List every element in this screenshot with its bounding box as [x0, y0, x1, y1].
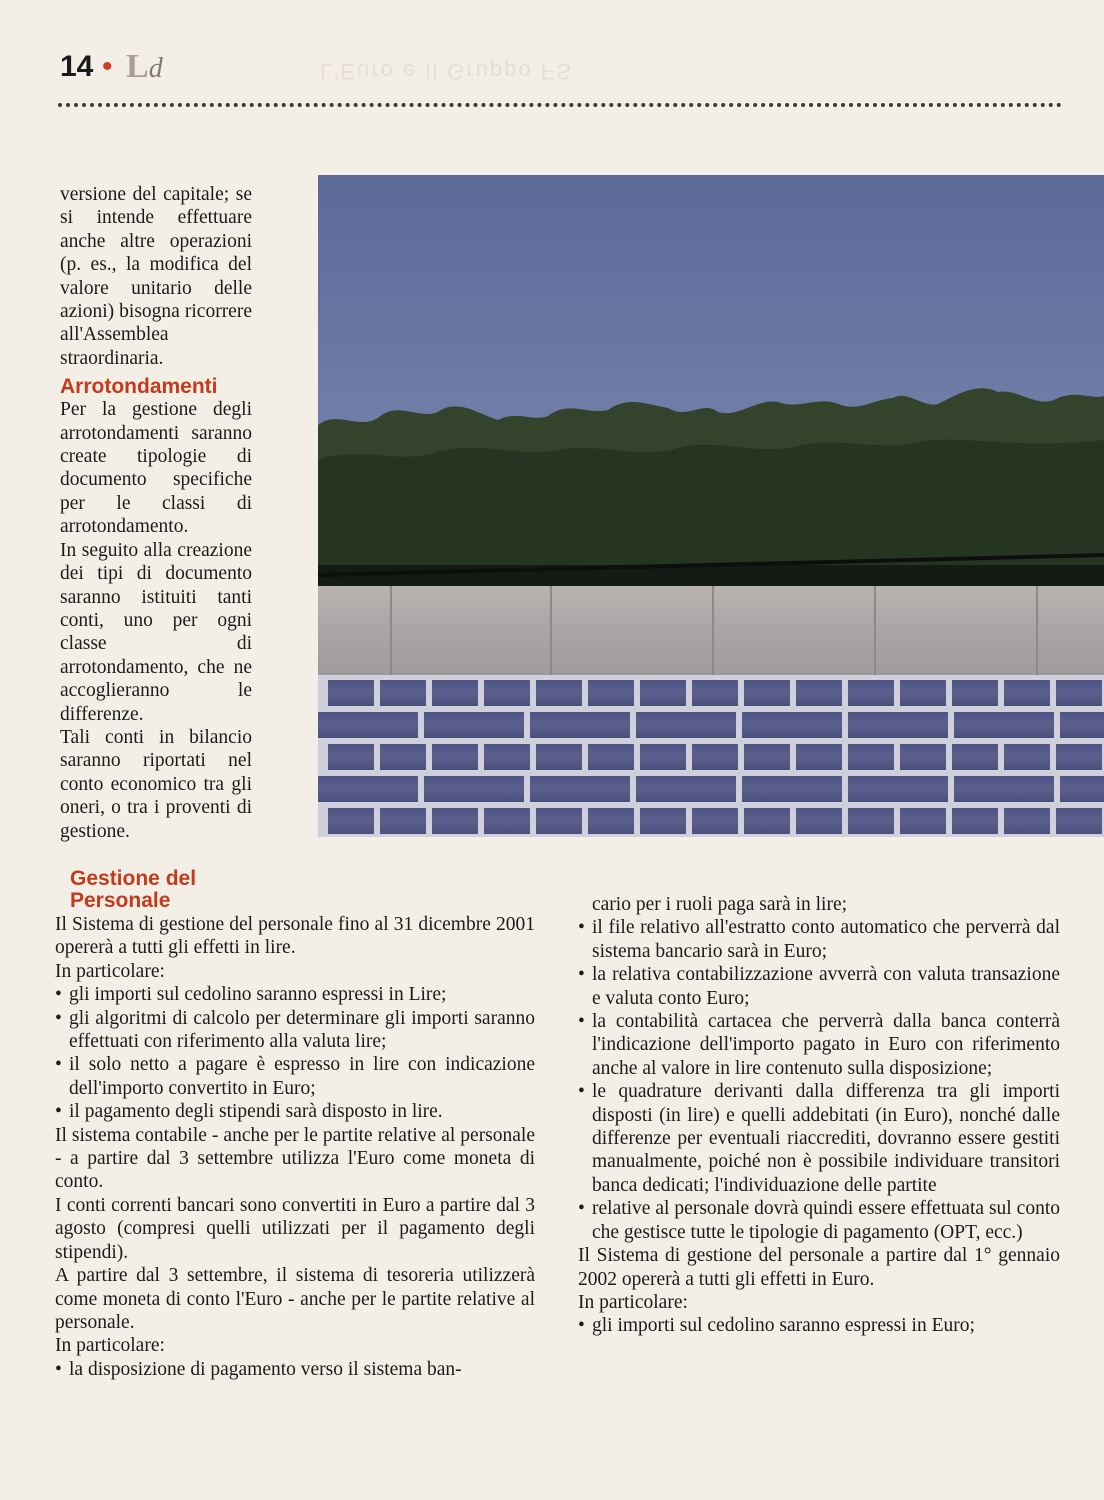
list-item: • le quadrature derivanti dalla differenza tra gli importi disposti (in lire) e quelli addebitati (in Euro), nonché dalle differenze per eventuali riaccrediti, dovranno essere gestiti manualmente, poiché non è possibile individuare transitori banca dedicati; l'individuazione delle partite — [578, 1080, 1060, 1197]
paragraph: Per la gestione degli arrotondamenti saranno create tipologie di documento specifiche per le classi di arrotondamento. — [60, 399, 252, 538]
paragraph: Il Sistema di gestione del personale a partire dal 1° gennaio 2002 opererà a tutti gli effetti in Euro. — [578, 1245, 1060, 1290]
list-item: • la disposizione di pagamento verso il sistema ban- — [55, 1358, 535, 1381]
dotted-divider — [58, 103, 1062, 107]
paragraph: In seguito alla creazione dei tipi di documento saranno istituiti tanti conti, uno per ogni classe di arrotondamento, che ne accoglieranno le differenze. — [60, 539, 252, 725]
list-item: • relative al personale dovrà quindi essere effettuata sul conto che gestisce tutte le tipologie di pagamento (OPT, ecc.) — [578, 1197, 1060, 1244]
list-item: • il file relativo all'estratto conto automatico che perverrà dal sistema bancario sarà in Euro; — [578, 916, 1060, 963]
paragraph: Tali conti in bilancio saranno riportati nel conto economico tra gli oneri, o tra i proventi di gestione. — [60, 726, 252, 842]
left-column-top — [60, 183, 252, 843]
right-column — [578, 893, 1060, 1338]
paragraph: Il Sistema di gestione del personale fino al 31 dicembre 2001 opererà a tutti gli effetti in lire. — [55, 914, 535, 959]
list-item: • gli importi sul cedolino saranno espressi in Euro; — [578, 1314, 1060, 1337]
paragraph: versione del capitale; se si intende effettuare anche altre operazioni (p. es., la modifica del valore unitario delle azioni) bisogna ricorrere all'Assemblea straordinaria. — [60, 184, 252, 369]
paragraph: Il sistema contabile - anche per le partite relative al personale - a partire dal 3 settembre utilizza l'Euro come moneta di conto. — [55, 1124, 535, 1193]
list-item: • gli algoritmi di calcolo per determinare gli importi saranno effettuati con riferimento alla valuta lire; — [55, 1007, 535, 1054]
paragraph: I conti correnti bancari sono convertiti in Euro a partire dal 3 agosto (compresi quelli utilizzati per il pagamento degli stipendi). — [55, 1194, 535, 1263]
bullet-list — [55, 1358, 535, 1381]
photo-brick-wall — [318, 675, 1104, 837]
photo-brick-wall-trees — [318, 175, 1104, 837]
section-heading-arrotondamenti: Arrotondamenti — [60, 375, 218, 399]
section-heading-personale: Gestione del Personale — [70, 867, 197, 912]
photo-stone-coping — [318, 586, 1104, 681]
list-item: • gli importi sul cedolino saranno espressi in Lire; — [55, 983, 535, 1006]
paragraph: In particolare: — [55, 1335, 165, 1357]
header-bullet: • — [102, 50, 113, 83]
bullet-list — [55, 983, 535, 1123]
list-item: • la relativa contabilizzazione avverrà con valuta transazione e valuta conto Euro; — [578, 963, 1060, 1010]
page-number: 14 — [60, 50, 94, 83]
list-item: • la contabilità cartacea che perverrà dalla banca conterrà l'indicazione dell'importo pagato in Euro con riferimento anche al valore in lire contenuto sulla disposizione; — [578, 1010, 1060, 1080]
paragraph: In particolare: — [55, 960, 165, 982]
list-item-continuation: cario per i ruoli paga sarà in lire; — [592, 894, 848, 915]
list-item: • il solo netto a pagare è espresso in lire con indicazione dell'importo convertito in Euro; — [55, 1053, 535, 1100]
magazine-logo: Ld — [126, 48, 163, 85]
show-through-running-title: L'Euro e il Gruppo FS — [320, 59, 573, 84]
left-column-bottom — [55, 913, 535, 1381]
paragraph: A partire dal 3 settembre, il sistema di tesoreria utilizzerà come moneta di conto l'Euro - anche per le partite relative al personale. — [55, 1265, 535, 1333]
photo-tree-line — [318, 370, 1104, 610]
bullet-list — [578, 893, 1060, 1244]
bullet-list — [578, 1314, 1060, 1337]
paragraph: In particolare: — [578, 1291, 688, 1313]
list-item: • il pagamento degli stipendi sarà disposto in lire. — [55, 1100, 535, 1123]
